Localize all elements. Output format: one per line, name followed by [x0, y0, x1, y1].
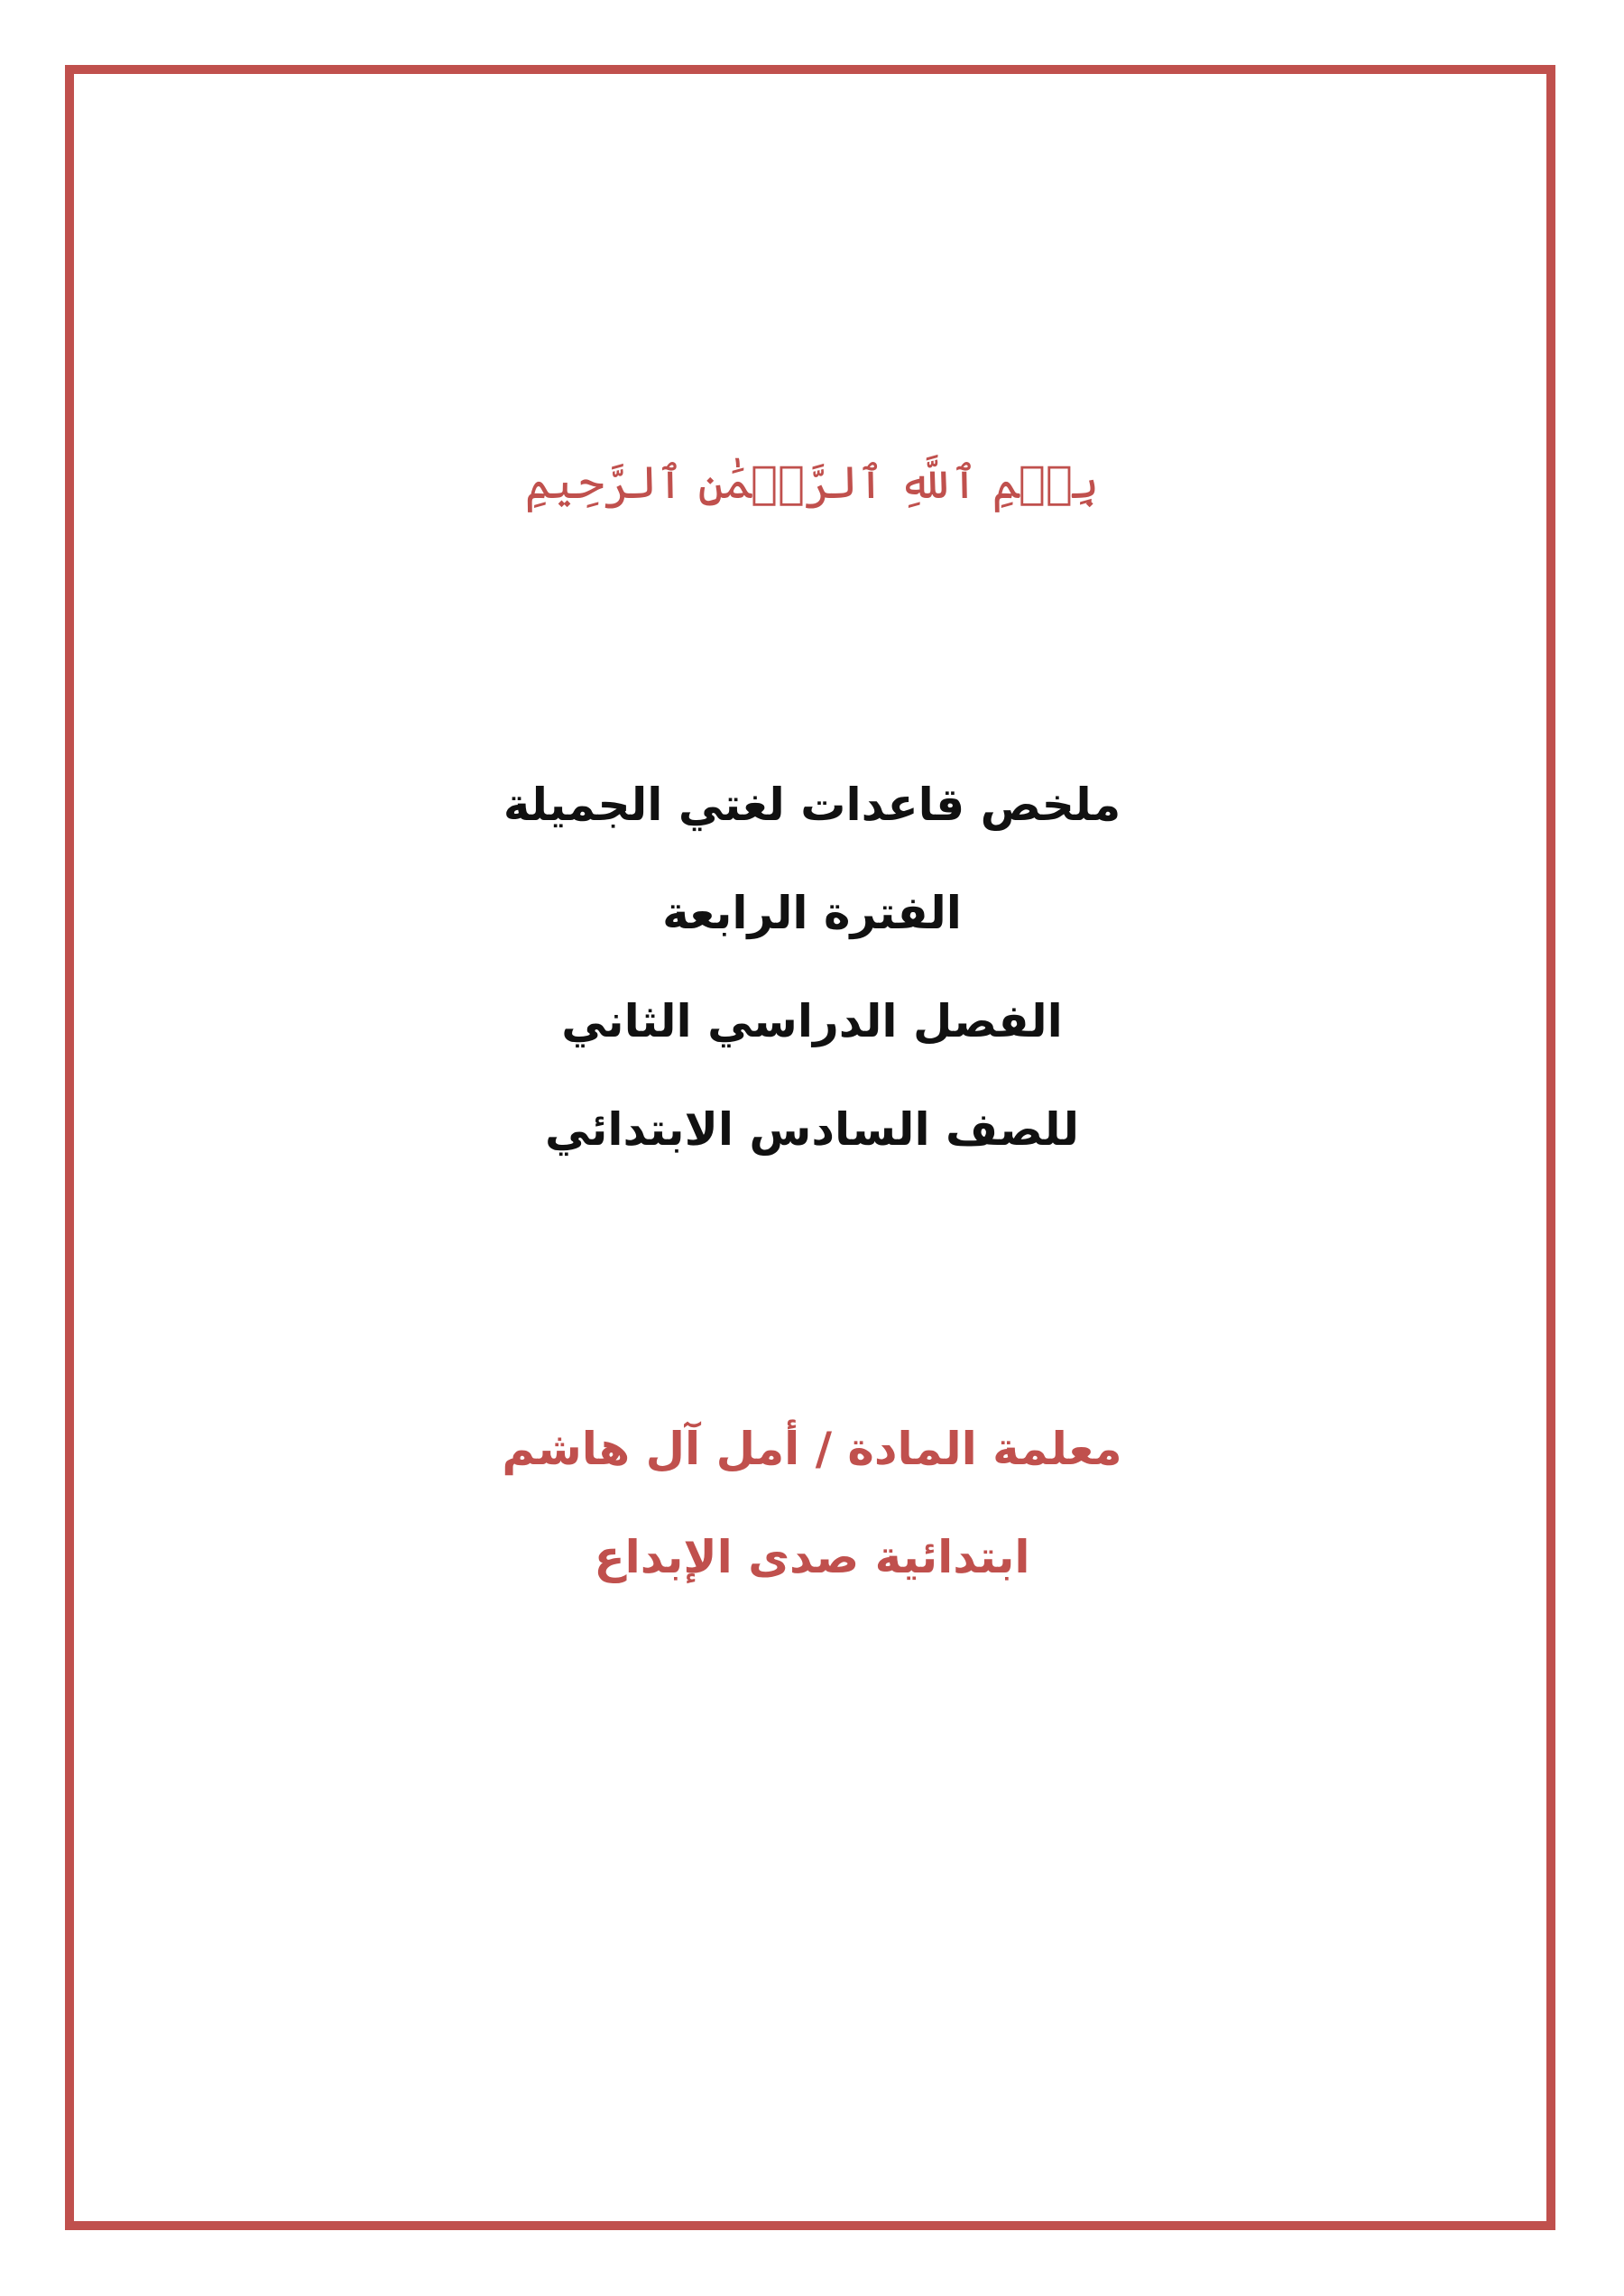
title-main: ملخص قاعدات لغتي الجميلة: [503, 779, 1121, 831]
author-block: [0, 1413, 1624, 1629]
teacher-name: معلمة المادة / أمل آل هاشم: [502, 1423, 1122, 1475]
title-period: الفترة الرابعة: [662, 887, 962, 939]
title-block: [0, 769, 1624, 1202]
title-grade: للصف السادس الابتدائي: [545, 1103, 1079, 1156]
basmala: بِسۡمِ ٱللَّهِ ٱلرَّحۡمَٰنِ ٱلرَّحِيمِ: [524, 456, 1100, 509]
title-semester: الفصل الدراسي الثاني: [561, 995, 1063, 1047]
school-name: ابتدائية صدى الإبداع: [594, 1531, 1030, 1583]
